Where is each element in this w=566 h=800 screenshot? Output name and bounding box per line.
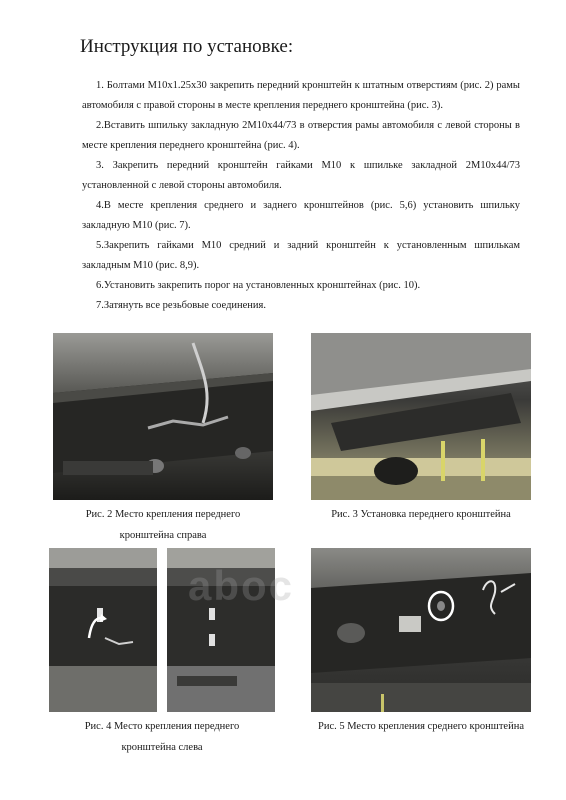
- step-6: 6.Установить закрепить порог на установленных кронштейнах (рис. 10).: [96, 280, 421, 291]
- figure-5-caption-line1: Рис. 5 Место крепления среднего кронштейна: [317, 721, 524, 732]
- watermark: aboc: [188, 562, 295, 609]
- step-5: 5.Закрепить гайками М10 средний и задний кронштейн к установленным шпилькам закладным М10 (рис. 8,9).: [82, 240, 520, 271]
- figure-3-photo: [311, 333, 531, 500]
- step-1: 1. Болтами М10х1.25х30 закрепить передний кронштейн к штатным отверстиям (рис. 2) рамы автомобиля с правой стороны в месте крепления переднего кронштейна (рис. 3).: [82, 80, 520, 111]
- figure-4-caption-line2: кронштейна слева: [121, 742, 203, 753]
- instruction-steps: [82, 76, 520, 316]
- page-title: Инструкция по установке:: [80, 36, 294, 57]
- figure-2-photo: [53, 333, 273, 500]
- step-4: 4.В месте крепления среднего и заднего кронштейнов (рис. 5,6) установить шпильку закладную М10 (рис. 7).: [82, 200, 520, 231]
- step-7: 7.Затянуть все резьбовые соединения.: [96, 300, 267, 311]
- figure-4-caption-line1: Рис. 4 Место крепления переднего: [84, 721, 240, 732]
- step-3: 3. Закрепить передний кронштейн гайками М10 к шпильке закладной 2М10х44/73 установленной с левой стороны автомобиля.: [82, 160, 520, 191]
- figure-4-photo-left: [49, 548, 157, 712]
- step-2: 2.Вставить шпильку закладную 2М10х44/73 в отверстия рамы автомобиля с левой стороны в месте крепления переднего кронштейна (рис. 4).: [82, 120, 520, 151]
- figure-5-photo: [311, 548, 531, 712]
- figure-2-caption-line1: Рис. 2 Место крепления переднего: [85, 509, 241, 520]
- figure-2-caption-line2: кронштейна справа: [119, 530, 207, 541]
- figure-3-caption-line1: Рис. 3 Установка переднего кронштейна: [331, 509, 511, 520]
